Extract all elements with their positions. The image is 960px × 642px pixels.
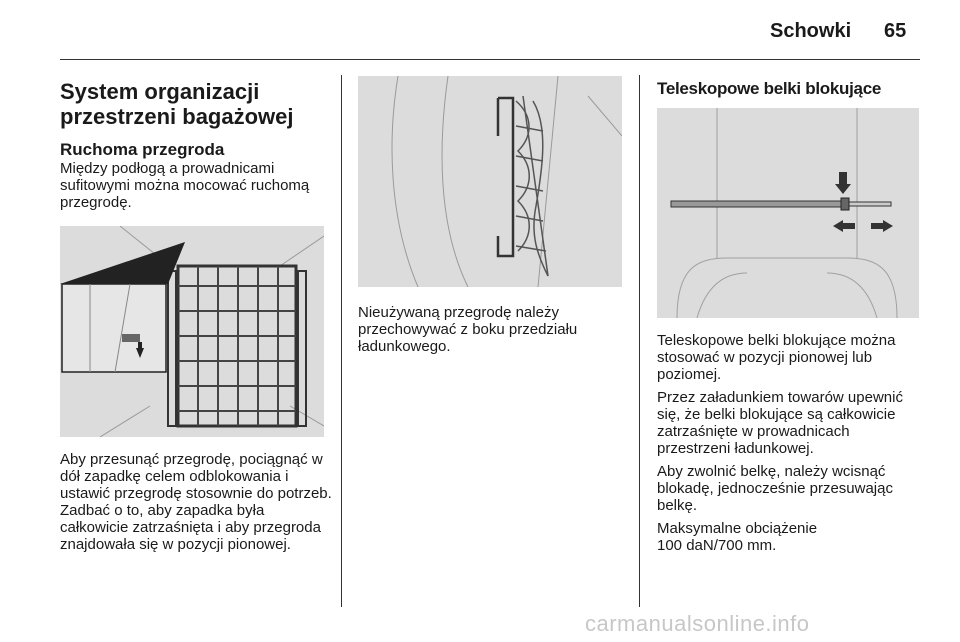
caption-paragraph: Nieużywaną przegrodę należy przechowywać z boku przedziału ładunkowego.	[358, 304, 578, 355]
page-number: 65	[884, 20, 907, 42]
body-paragraph: Aby przesunąć przegrodę, pociągnąć w dół zapadkę celem odblokowania i ustawić przegrodę stosownie do potrzeb. Zadbać o to, aby zapadka była całkowicie zatrzaśnięta i aby przegroda znajdowała się w pozycji pionowej.	[60, 451, 332, 553]
max-load-label: Maksymalne obciążenie	[657, 520, 818, 537]
column-1-intro	[60, 140, 335, 211]
column-divider-1	[341, 75, 342, 607]
telescopic-paragraph-1: Teleskopowe belki blokujące można stosować w pozycji pionowej lub poziomej.	[657, 332, 896, 383]
section-heading-telescopic: Teleskopowe belki blokujące	[657, 79, 881, 98]
intro-paragraph: Między podłogą a prowadnicami sufitowymi można mocować ruchomą przegrodę.	[60, 160, 310, 211]
column-2-caption	[358, 304, 623, 355]
section-title: Schowki	[770, 20, 852, 42]
watermark: carmanualsonline.info	[585, 611, 810, 636]
telescopic-paragraph-3: Aby zwolnić belkę, należy wcisnąć blokadę, jednocześnie przesuwając belkę.	[657, 463, 893, 514]
figure-stowed-partition	[358, 76, 622, 287]
column-1-heading	[60, 79, 335, 129]
column-1-body	[60, 451, 335, 553]
subsection-heading: Ruchoma przegroda	[60, 140, 225, 159]
figure-telescopic-bar	[657, 108, 919, 318]
telescopic-paragraph-2: Przez załadunkiem towarów upewnić się, że belki blokujące są całkowicie zatrzaśnięte w prowadnicach przestrzeni ładunkowej.	[657, 389, 903, 457]
max-load-value: 100 daN/700 mm.	[657, 537, 777, 554]
column-divider-2	[639, 75, 640, 607]
section-heading: System organizacji przestrzeni bagażowej	[60, 79, 294, 129]
column-3-body	[657, 332, 925, 554]
column-3-heading	[657, 79, 925, 99]
figure-partition-net	[60, 226, 324, 437]
header-rule	[60, 59, 920, 60]
